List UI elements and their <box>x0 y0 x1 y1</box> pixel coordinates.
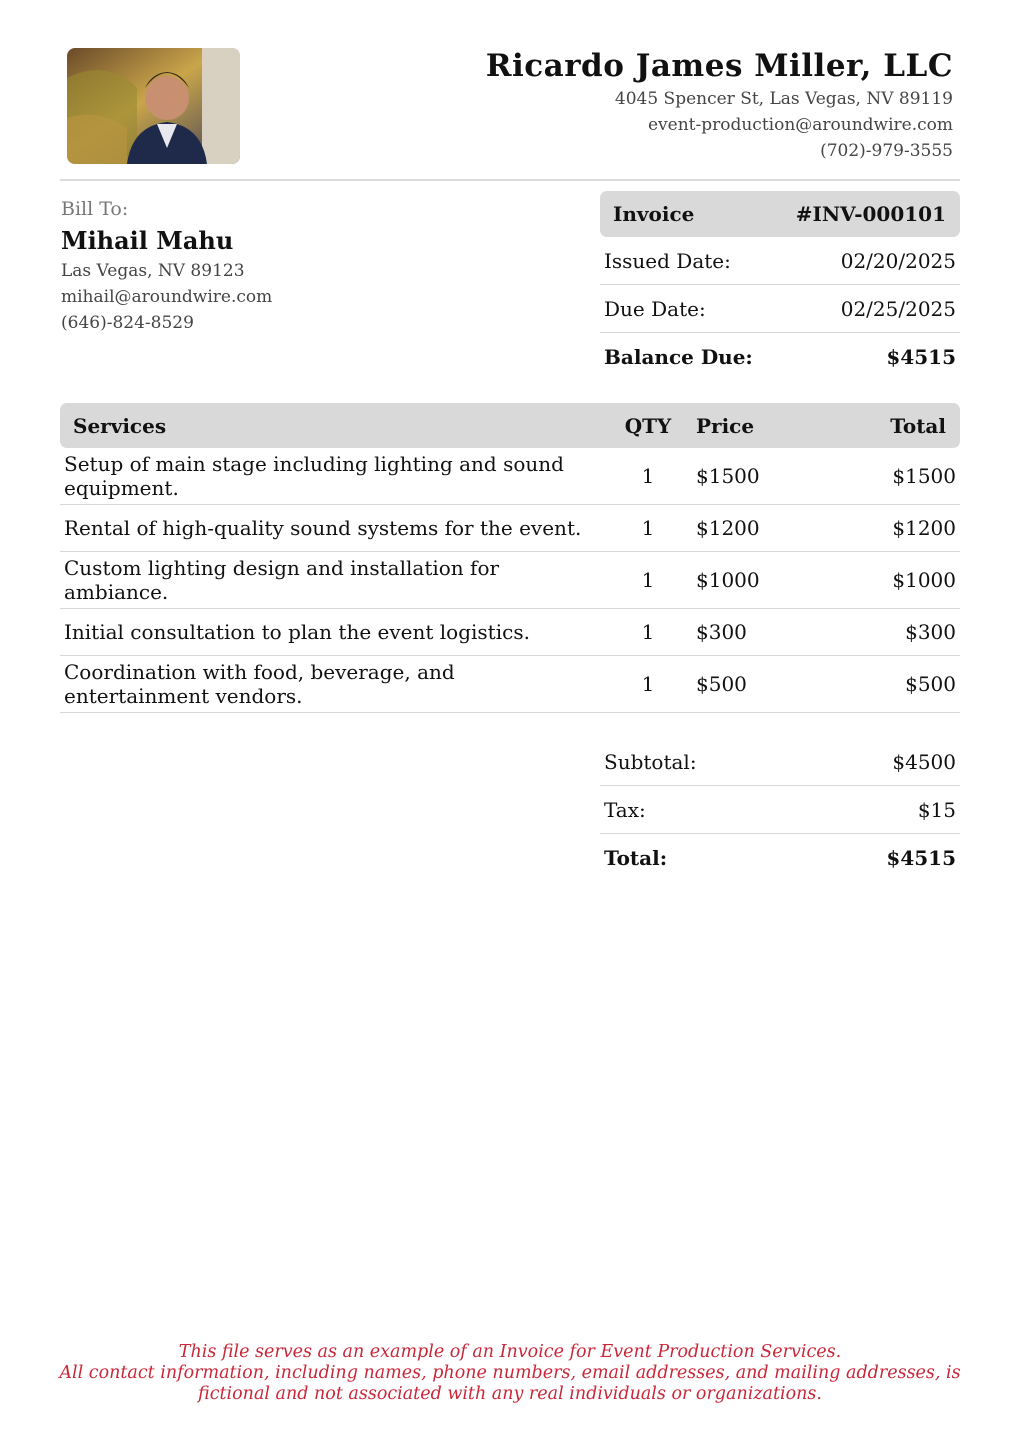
service-qty: 1 <box>600 552 696 609</box>
balance-due-row <box>600 333 960 380</box>
bill-to-label: Bill To: <box>61 198 129 220</box>
service-price: $1500 <box>696 448 836 505</box>
company-email: event-production@aroundwire.com <box>647 115 953 135</box>
invoice-header <box>600 191 960 237</box>
service-qty: 1 <box>600 609 696 656</box>
issued-date-value: 02/20/2025 <box>840 248 956 273</box>
subtotal-value: $4500 <box>892 749 956 774</box>
issued-date-label: Issued Date: <box>604 248 731 273</box>
disclaimer-line-1: This file serves as an example of an Invoice for Event Production Services. <box>178 1342 842 1362</box>
header-qty: QTY <box>600 403 696 448</box>
tax-label: Tax: <box>604 797 646 822</box>
disclaimer-line-2: All contact information, including names, phone numbers, email addresses, and mailing addresses, is <box>59 1363 961 1383</box>
table-row <box>60 609 960 656</box>
service-price: $500 <box>696 656 836 713</box>
company-block <box>486 46 953 164</box>
service-total: $1000 <box>836 552 960 609</box>
service-price: $300 <box>696 609 836 656</box>
balance-due-label: Balance Due: <box>604 344 753 369</box>
services-table <box>60 403 960 713</box>
company-photo <box>67 48 240 164</box>
header-price: Price <box>696 403 836 448</box>
service-total: $1500 <box>836 448 960 505</box>
table-row <box>60 656 960 713</box>
invoice-number: #INV-000101 <box>795 202 946 226</box>
balance-due-value: $4515 <box>886 344 956 369</box>
bill-to-email: mihail@aroundwire.com <box>61 287 273 307</box>
invoice-summary <box>600 191 960 380</box>
header-total: Total <box>836 403 960 448</box>
service-price: $1200 <box>696 505 836 552</box>
service-description: Rental of high-quality sound systems for the event. <box>60 505 600 552</box>
disclaimer-line-3: fictional and not associated with any real individuals or organizations. <box>198 1384 822 1404</box>
subtotal-row <box>600 738 960 786</box>
services-header-row <box>60 403 960 448</box>
subtotal-label: Subtotal: <box>604 749 697 774</box>
service-qty: 1 <box>600 505 696 552</box>
total-row <box>600 834 960 881</box>
company-phone: (702)-979-3555 <box>820 141 953 161</box>
service-description: Initial consultation to plan the event logistics. <box>60 609 600 656</box>
tax-value: $15 <box>917 797 956 822</box>
invoice-label: Invoice <box>613 202 695 226</box>
service-total: $500 <box>836 656 960 713</box>
tax-row <box>600 786 960 834</box>
table-row <box>60 505 960 552</box>
bill-to-phone: (646)-824-8529 <box>61 313 194 333</box>
service-total: $1200 <box>836 505 960 552</box>
total-label: Total: <box>604 845 668 870</box>
bill-to-block <box>61 196 272 336</box>
bill-to-address: Las Vegas, NV 89123 <box>61 261 245 281</box>
due-date-row <box>600 285 960 333</box>
due-date-value: 02/25/2025 <box>840 296 956 321</box>
service-qty: 1 <box>600 448 696 505</box>
header-services: Services <box>60 403 600 448</box>
table-row <box>60 448 960 505</box>
due-date-label: Due Date: <box>604 296 706 321</box>
table-row <box>60 552 960 609</box>
service-total: $300 <box>836 609 960 656</box>
service-description: Setup of main stage including lighting and sound equipment. <box>60 448 600 505</box>
total-value: $4515 <box>886 845 956 870</box>
issued-date-row <box>600 237 960 285</box>
service-qty: 1 <box>600 656 696 713</box>
service-description: Custom lighting design and installation for ambiance. <box>60 552 600 609</box>
company-address: 4045 Spencer St, Las Vegas, NV 89119 <box>614 89 953 109</box>
disclaimer-footer <box>0 1342 1020 1405</box>
company-name: Ricardo James Miller, LLC <box>485 48 953 84</box>
service-description: Coordination with food, beverage, and entertainment vendors. <box>60 656 600 713</box>
totals-block <box>600 738 960 881</box>
bill-to-name: Mihail Mahu <box>61 226 234 255</box>
service-price: $1000 <box>696 552 836 609</box>
header-divider <box>60 179 960 181</box>
